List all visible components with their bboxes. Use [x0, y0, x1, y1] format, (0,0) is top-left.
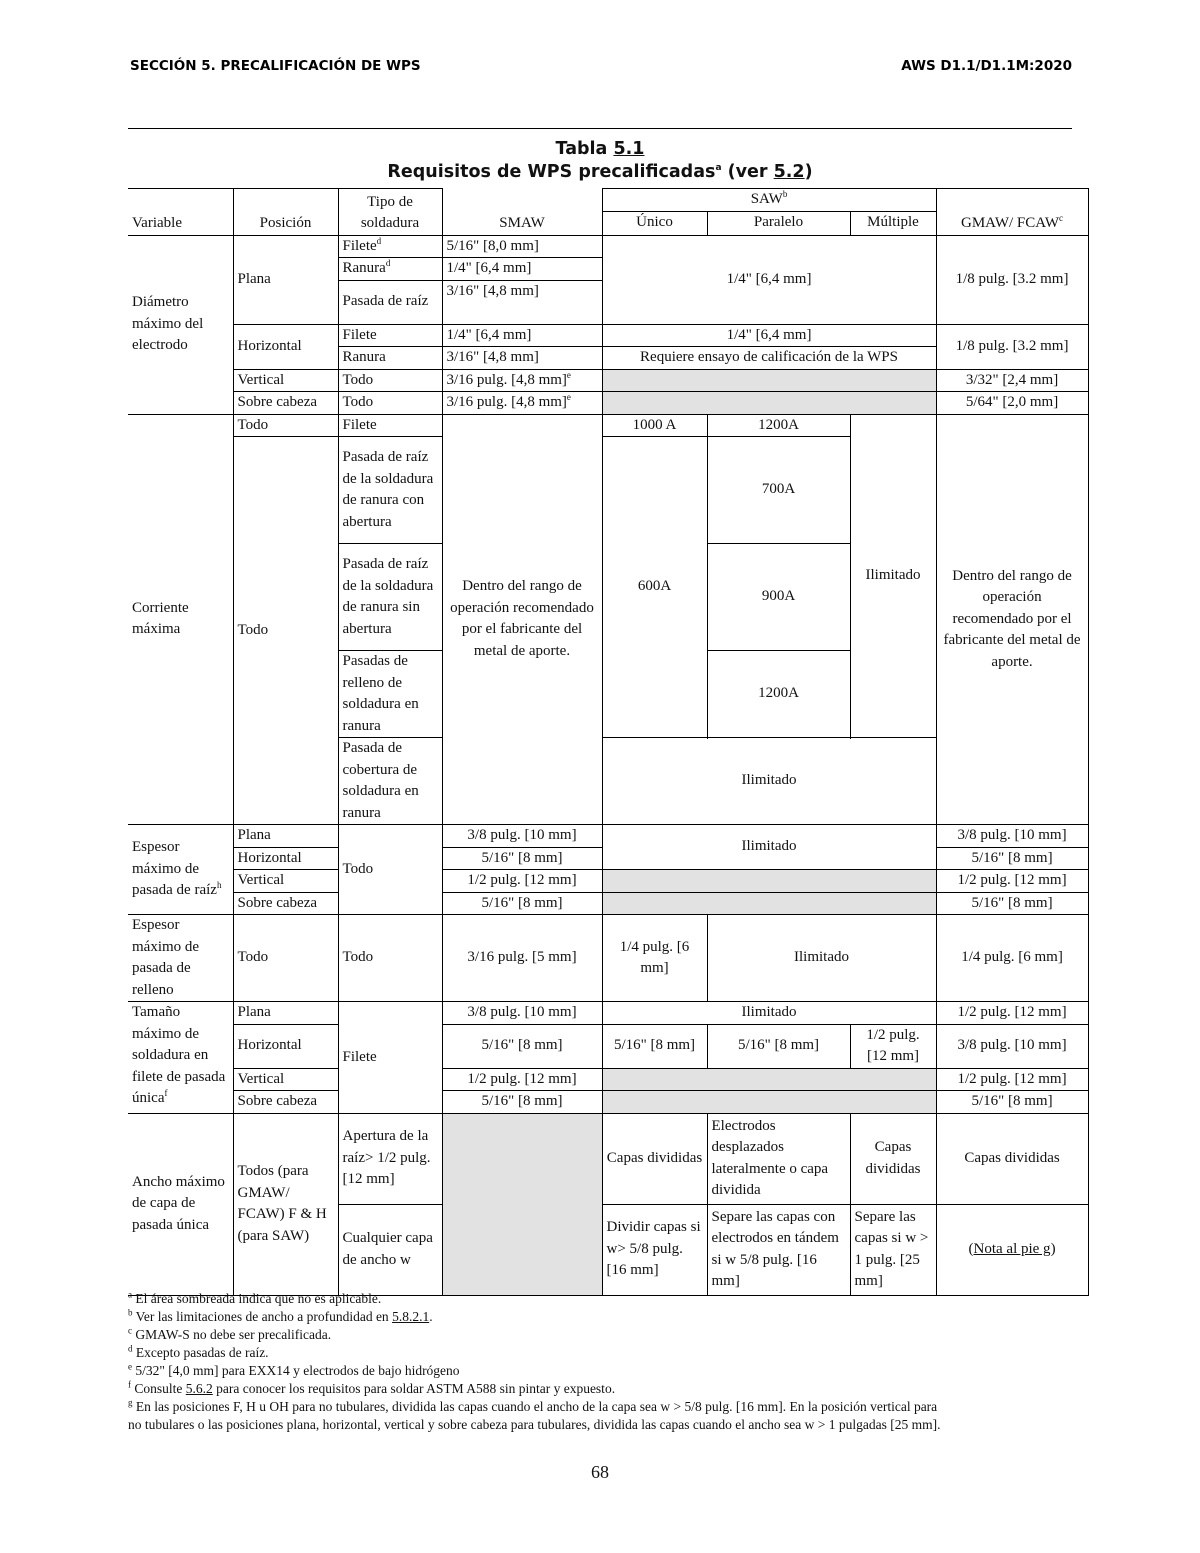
position-cell: Plana — [233, 1002, 338, 1025]
saw-single-value: 600A — [602, 437, 707, 738]
smaw-value: 3/16" [4,8 mm] — [442, 280, 602, 324]
gmaw-value: 3/8 pulg. [10 mm] — [936, 1024, 1088, 1068]
position-cell: Todos (para GMAW/ FCAW) F & H (para SAW) — [233, 1113, 338, 1295]
saw-parallel-value: 1200A — [707, 414, 850, 437]
footnote-d: $^d$ Excepto pasadas de raíz. — [128, 1343, 269, 1360]
col-header-saw-multiple: Múltiple — [850, 211, 936, 235]
gmaw-value: 1/2 pulg. [12 mm] — [936, 1002, 1088, 1025]
variable-root-thickness: Espesor máximo de pasada de raíz$^h$ — [128, 825, 233, 915]
weld-type-cell: Ranura — [338, 347, 442, 370]
col-header-smaw: SMAW — [442, 189, 602, 236]
weld-type-cell: Pasada de raíz de la soldadura de ranura sin abertura — [338, 544, 442, 651]
saw-value: Ilimitado — [602, 738, 936, 825]
table-caption — [128, 138, 1072, 184]
footnote-a: $^a$ El área sombreada indica que no es aplicable. — [128, 1289, 382, 1306]
col-header-position: Posición — [233, 189, 338, 236]
not-applicable-cell — [602, 870, 936, 893]
gmaw-value: 1/2 pulg. [12 mm] — [936, 870, 1088, 893]
position-cell: Horizontal — [233, 324, 338, 369]
not-applicable-cell — [602, 392, 936, 415]
saw-value: Ilimitado — [602, 825, 936, 870]
smaw-value: 3/8 pulg. [10 mm] — [442, 1002, 602, 1025]
footnote-g-link[interactable]: Nota al pie g — [973, 1240, 1051, 1257]
section-ref-link[interactable]: 5.2 — [773, 162, 805, 182]
variable-fill-thickness: Espesor máximo de pasada de relleno — [128, 915, 233, 1002]
not-applicable-cell — [602, 1068, 936, 1091]
running-header-standard: AWS D1.1/D1.1M:2020 — [901, 58, 1072, 74]
smaw-value: 5/16" [8 mm] — [442, 1091, 602, 1114]
smaw-value: 5/16" [8,0 mm] — [442, 235, 602, 258]
saw-parallel-value: Electrodos desplazados lateralmente o capa dividida — [707, 1113, 850, 1204]
weld-type-cell: Filete — [338, 1002, 442, 1114]
smaw-value: Dentro del rango de operación recomendado por el fabricante del metal de aporte. — [442, 414, 602, 825]
gmaw-value: 1/2 pulg. [12 mm] — [936, 1068, 1088, 1091]
saw-single-value: 1000 A — [602, 414, 707, 437]
gmaw-value: 3/32" [2,4 mm] — [936, 369, 1088, 392]
gmaw-value: 3/8 pulg. [10 mm] — [936, 825, 1088, 848]
saw-single-value: Capas divididas — [602, 1113, 707, 1204]
position-cell: Plana — [233, 825, 338, 848]
smaw-value: 1/4" [6,4 mm] — [442, 324, 602, 347]
saw-parallel-value: 5/16" [8 mm] — [707, 1024, 850, 1068]
footnote-g-continued: no tubulares o las posiciones plana, horizontal, vertical y sobre cabeza para tubulares, dividida las capas cuando el ancho sea w > 1 pulgadas [25 mm]. — [128, 1417, 941, 1432]
weld-type-cell: Cualquier capa de ancho w — [338, 1204, 442, 1295]
position-cell: Todo — [233, 414, 338, 437]
weld-type-cell: Apertura de la raíz> 1/2 pulg. [12 mm] — [338, 1113, 442, 1204]
smaw-value: 3/8 pulg. [10 mm] — [442, 825, 602, 848]
weld-type-cell: Ranura$^d$ — [338, 258, 442, 281]
gmaw-value: 1/4 pulg. [6 mm] — [936, 915, 1088, 1002]
gmaw-value: Capas divididas — [936, 1113, 1088, 1204]
footnote-g: $^g$ En las posiciones F, H u OH para no tubulares, dividida las capas cuando el ancho de la capa sea w > 5/8 pulg. [16 mm]. En la posición vertical para — [128, 1397, 938, 1414]
variable-electrode: Diámetro máximo del electrodo — [128, 235, 233, 414]
smaw-value: 3/16 pulg. [4,8 mm]$^e$ — [442, 392, 602, 415]
table-number-link[interactable]: 5.1 — [613, 139, 645, 159]
smaw-value: 1/2 pulg. [12 mm] — [442, 870, 602, 893]
position-cell: Vertical — [233, 870, 338, 893]
weld-type-cell: Pasada de raíz de la soldadura de ranura con abertura — [338, 437, 442, 544]
saw-multiple-value: Ilimitado — [850, 414, 936, 738]
position-cell: Plana — [233, 235, 338, 324]
weld-type-cell: Todo — [338, 915, 442, 1002]
gmaw-value: 5/16" [8 mm] — [936, 1091, 1088, 1114]
gmaw-value: 1/8 pulg. [3.2 mm] — [936, 235, 1088, 324]
footnotes — [128, 1290, 1078, 1434]
gmaw-value: 5/16" [8 mm] — [936, 847, 1088, 870]
saw-value: 1/4" [6,4 mm] — [602, 324, 936, 347]
table-title: Requisitos de WPS precalificadas$^a$ (ver 5.2) — [387, 162, 813, 182]
gmaw-value: (Nota al pie g) — [936, 1204, 1088, 1295]
smaw-value: 1/4" [6,4 mm] — [442, 258, 602, 281]
running-header-section: SECCIÓN 5. PRECALIFICACIÓN DE WPS — [130, 58, 421, 74]
footnote-e: $^e$ 5/32" [4,0 mm] para EXX14 y electrodos de bajo hidrógeno — [128, 1361, 460, 1378]
saw-parallel-value: 1200A — [707, 651, 850, 738]
col-header-gmaw: GMAW/ FCAW$^c$ — [936, 189, 1088, 236]
position-cell: Todo — [233, 915, 338, 1002]
variable-current: Corriente máxima — [128, 414, 233, 825]
smaw-value: 1/2 pulg. [12 mm] — [442, 1068, 602, 1091]
saw-value: Ilimitado — [707, 915, 936, 1002]
smaw-value: 5/16" [8 mm] — [442, 1024, 602, 1068]
saw-value: Requiere ensayo de calificación de la WPS — [602, 347, 936, 370]
variable-layer-width: Ancho máximo de capa de pasada única — [128, 1113, 233, 1295]
saw-multiple-value: Separe las capas si w > 1 pulg. [25 mm] — [850, 1204, 936, 1295]
weld-type-cell: Pasada de raíz — [338, 280, 442, 324]
saw-parallel-value: 700A — [707, 437, 850, 544]
weld-type-cell: Todo — [338, 369, 442, 392]
saw-single-value: 1/4 pulg. [6 mm] — [602, 915, 707, 1002]
saw-parallel-value: 900A — [707, 544, 850, 651]
smaw-value: 5/16" [8 mm] — [442, 847, 602, 870]
saw-value: Ilimitado — [602, 1002, 936, 1025]
variable-fillet-size: Tamaño máximo de soldadura en filete de pasada única$^f$ — [128, 1002, 233, 1114]
col-header-weld-type: Tipo de soldadura — [338, 189, 442, 236]
saw-single-value: 5/16" [8 mm] — [602, 1024, 707, 1068]
saw-multiple-value: Capas divididas — [850, 1113, 936, 1204]
gmaw-value: 5/16" [8 mm] — [936, 892, 1088, 915]
col-header-variable: Variable — [128, 189, 233, 236]
weld-type-cell: Todo — [338, 825, 442, 915]
section-ref-link[interactable]: 5.8.2.1 — [392, 1309, 430, 1324]
weld-type-cell: Filete$^d$ — [338, 235, 442, 258]
smaw-value: 3/16 pulg. [4,8 mm]$^e$ — [442, 369, 602, 392]
not-applicable-cell — [442, 1113, 602, 1295]
weld-type-cell: Filete — [338, 324, 442, 347]
wps-requirements-table — [128, 188, 1089, 1296]
position-cell: Horizontal — [233, 1024, 338, 1068]
footnote-c: $^c$ GMAW-S no debe ser precalificada. — [128, 1325, 332, 1342]
saw-multiple-value: 1/2 pulg. [12 mm] — [850, 1024, 936, 1068]
position-cell: Todo — [233, 437, 338, 825]
smaw-value: 5/16" [8 mm] — [442, 892, 602, 915]
weld-type-cell: Todo — [338, 392, 442, 415]
position-cell: Vertical — [233, 369, 338, 392]
gmaw-value: 5/64" [2,0 mm] — [936, 392, 1088, 415]
section-ref-link[interactable]: 5.6.2 — [185, 1381, 213, 1396]
col-header-saw-single: Único — [602, 211, 707, 235]
page-number: 68 — [591, 1462, 609, 1482]
saw-value: 1/4" [6,4 mm] — [602, 235, 936, 324]
table-label: Tabla 5.1 — [555, 139, 645, 159]
position-cell: Sobre cabeza — [233, 892, 338, 915]
col-header-saw-parallel: Paralelo — [707, 211, 850, 235]
gmaw-value: Dentro del rango de operación recomendado por el fabricante del metal de aporte. — [936, 414, 1088, 825]
smaw-value: 3/16" [4,8 mm] — [442, 347, 602, 370]
smaw-value: 3/16 pulg. [5 mm] — [442, 915, 602, 1002]
gmaw-value: 1/8 pulg. [3.2 mm] — [936, 324, 1088, 369]
footnote-b: $^b$ Ver las limitaciones de ancho a profundidad en 5.8.2.1. — [128, 1307, 433, 1324]
weld-type-cell: Filete — [338, 414, 442, 437]
header-rule — [128, 128, 1072, 129]
weld-type-cell: Pasada de cobertura de soldadura en ranura — [338, 738, 442, 825]
position-cell: Sobre cabeza — [233, 392, 338, 415]
footnote-f: $^f$ Consulte 5.6.2 para conocer los requisitos para soldar ASTM A588 sin pintar y expuesto. — [128, 1379, 616, 1396]
weld-type-cell: Pasadas de relleno de soldadura en ranura — [338, 651, 442, 738]
not-applicable-cell — [602, 369, 936, 392]
not-applicable-cell — [602, 1091, 936, 1114]
position-cell: Vertical — [233, 1068, 338, 1091]
position-cell: Sobre cabeza — [233, 1091, 338, 1114]
not-applicable-cell — [602, 892, 936, 915]
col-header-saw: SAW$^b$ — [602, 189, 936, 212]
saw-parallel-value: Separe las capas con electrodos en tándem si w 5/8 pulg. [16 mm] — [707, 1204, 850, 1295]
saw-single-value: Dividir capas si w> 5/8 pulg. [16 mm] — [602, 1204, 707, 1295]
position-cell: Horizontal — [233, 847, 338, 870]
